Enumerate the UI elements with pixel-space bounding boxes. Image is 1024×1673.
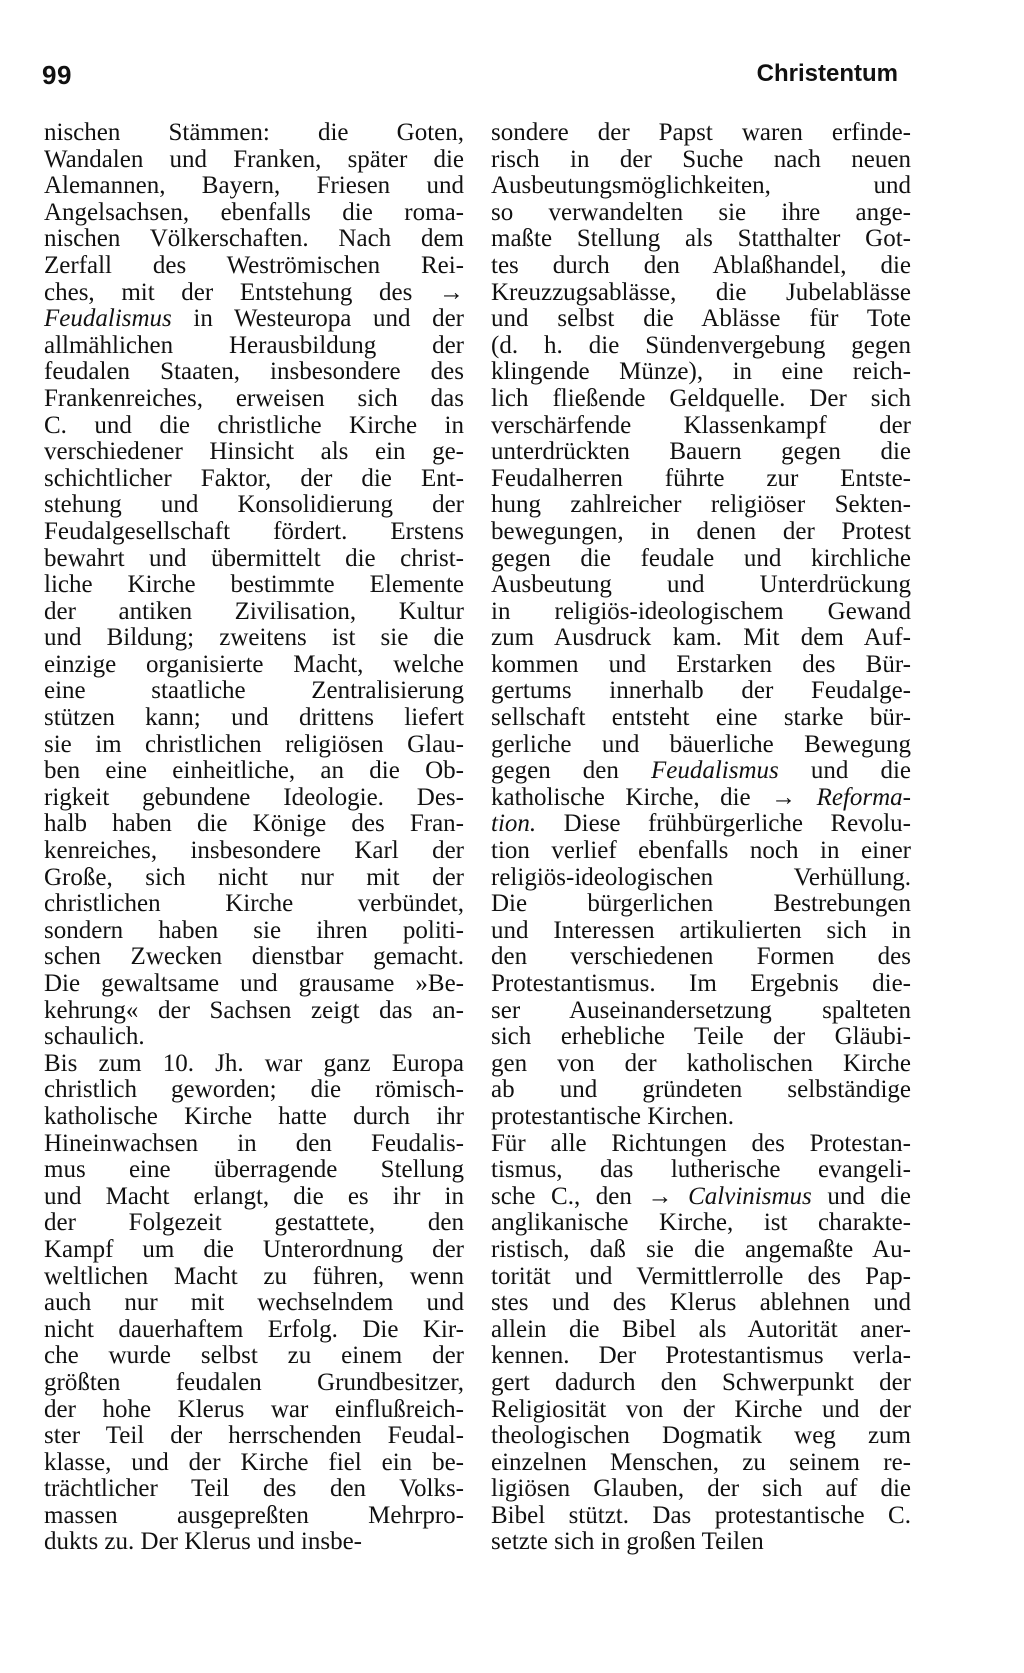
text-line: Die gewaltsame und grausame »Be- [44, 970, 464, 997]
text-line: der antiken Zivilisation, Kultur [44, 597, 464, 625]
text-line: Große, sich nicht nur mit der [44, 863, 464, 891]
text-line: che wurde selbst zu einem der [44, 1342, 464, 1370]
text-line: bewahrt und übermittelt die christ- [44, 544, 464, 572]
text-line: Alemannen, Bayern, Friesen und [44, 172, 464, 200]
text-line: stützen kann; und drittens liefert [44, 704, 464, 732]
text-line: so verwandelten sie ihre ange- [491, 198, 911, 226]
left-column [44, 120, 464, 1556]
text-line: mus eine überragende Stellung [44, 1156, 464, 1184]
text-line: allein die Bibel als Autorität aner- [491, 1315, 911, 1343]
text-line: nicht dauerhaftem Erfolg. Die Kir- [44, 1315, 464, 1343]
text-line: Zerfall des Weströmischen Rei- [44, 251, 464, 279]
text-line: ristisch, daß sie die angemaßte Au- [491, 1235, 911, 1263]
right-column [491, 120, 911, 1556]
text-line: verschiedener Hinsicht als ein ge- [44, 438, 464, 466]
text-line: nischen Stämmen: die Goten, [44, 119, 464, 146]
text-line: sondere der Papst waren erfinde- [491, 119, 911, 146]
text-line: ser Auseinandersetzung spalteten [491, 996, 911, 1024]
text-line: der Folgezeit gestattete, den [44, 1209, 464, 1237]
text-line: schaulich. [44, 1023, 145, 1051]
text-line: sie im christlichen religiösen Glau- [44, 730, 464, 758]
text-line: gertums innerhalb der Feudalge- [491, 677, 911, 705]
text-line: Ausbeutungsmöglichkeiten, und [491, 172, 911, 200]
text-line: halb haben die Könige des Fran- [44, 810, 464, 838]
text-line: Die bürgerlichen Bestrebungen [491, 890, 911, 918]
text-line: lich fließende Geldquelle. Der sich [491, 384, 911, 412]
text-line: sche C., den → Calvinismus und die [491, 1182, 911, 1210]
text-line: maßte Stellung als Statthalter Got- [491, 225, 911, 253]
text-line: ben eine einheitliche, an die Ob- [44, 757, 464, 785]
text-line: christlichen Kirche verbündet, [44, 890, 464, 918]
text-line: und Interessen artikulierten sich in [491, 916, 911, 944]
text-line: verschärfende Klassenkampf der [491, 411, 911, 439]
text-line: kenreiches, insbesondere Karl der [44, 837, 464, 865]
text-line: bewegungen, in denen der Protest [491, 517, 911, 545]
text-line: kommen und Erstarken des Bür- [491, 650, 911, 678]
text-line: ligiösen Glauben, der sich auf die [491, 1475, 911, 1503]
text-line: anglikanische Kirche, ist charakte- [491, 1209, 911, 1237]
text-line: Feudalismus in Westeuropa und der [44, 305, 464, 333]
text-line: größten feudalen Grundbesitzer, [44, 1368, 464, 1396]
text-line: kehrung« der Sachsen zeigt das an- [44, 996, 464, 1024]
text-line: katholische Kirche hatte durch ihr [44, 1102, 464, 1130]
text-line: gerliche und bäuerliche Bewegung [491, 730, 911, 758]
text-line: stehung und Konsolidierung der [44, 491, 464, 519]
text-line: gegen den Feudalismus und die [491, 757, 911, 785]
text-line: Angelsachsen, ebenfalls die roma- [44, 198, 464, 226]
text-line: unterdrückten Bauern gegen die [491, 438, 911, 466]
text-line: der hohe Klerus war einflußreich- [44, 1395, 464, 1423]
text-line: feudalen Staaten, insbesondere des [44, 358, 464, 386]
text-line: allmählichen Herausbildung der [44, 331, 464, 359]
text-line: und selbst die Ablässe für Tote [491, 305, 911, 333]
text-line: sich erhebliche Teile der Gläubi- [491, 1023, 911, 1051]
text-line: nischen Völkerschaften. Nach dem [44, 225, 464, 253]
text-line: tes durch den Ablaßhandel, die [491, 251, 911, 279]
text-line: katholische Kirche, die → Reforma- [491, 783, 911, 811]
text-line: sondern haben sie ihren politi- [44, 916, 464, 944]
text-line: tion verlief ebenfalls noch in einer [491, 837, 911, 865]
text-line: religiös-ideologischen Verhüllung. [491, 863, 911, 891]
text-line: protestantische Kirchen. [491, 1102, 734, 1130]
text-line: und Macht erlangt, die es ihr in [44, 1182, 464, 1210]
text-line: kennen. Der Protestantismus verla- [491, 1342, 911, 1370]
text-line: dukts zu. Der Klerus und insbe- [44, 1528, 362, 1556]
text-line: Ausbeutung und Unterdrückung [491, 571, 911, 599]
text-line: zum Ausdruck kam. Mit dem Auf- [491, 624, 911, 652]
text-line: Kreuzzugsablässe, die Jubelablässe [491, 278, 911, 306]
text-line: Feudalherren führte zur Entste- [491, 464, 911, 492]
text-line: Frankenreiches, erweisen sich das [44, 384, 464, 412]
text-line: Religiosität von der Kirche und der [491, 1395, 911, 1423]
text-line: Bibel stützt. Das protestantische C. [491, 1501, 911, 1529]
text-line: trächtlicher Teil des den Volks- [44, 1475, 464, 1503]
text-line: sellschaft entsteht eine starke bür- [491, 704, 911, 732]
text-line: hung zahlreicher religiöser Sekten- [491, 491, 911, 519]
text-line: ches, mit der Entstehung des → [44, 278, 464, 306]
text-line: in religiös-ideologischem Gewand [491, 597, 911, 625]
text-line: weltlichen Macht zu führen, wenn [44, 1262, 464, 1290]
text-line: ab und gründeten selbständige [491, 1076, 911, 1104]
text-line: einzige organisierte Macht, welche [44, 650, 464, 678]
text-line: christlich geworden; die römisch- [44, 1076, 464, 1104]
text-line: schen Zwecken dienstbar gemacht. [44, 943, 464, 971]
text-line: den verschiedenen Formen des [491, 943, 911, 971]
text-line: Bis zum 10. Jh. war ganz Europa [44, 1049, 464, 1077]
text-line: klingende Münze), in eine reich- [491, 358, 911, 386]
text-line: setzte sich in großen Teilen [491, 1528, 764, 1556]
text-line: gegen die feudale und kirchliche [491, 544, 911, 572]
text-line: schichtlicher Faktor, der die Ent- [44, 464, 464, 492]
text-line: C. und die christliche Kirche in [44, 411, 464, 439]
page-number: 99 [42, 60, 72, 90]
text-line: liche Kirche bestimmte Elemente [44, 571, 464, 599]
running-head: Christentum [756, 60, 898, 87]
text-line: torität und Vermittlerrolle des Pap- [491, 1262, 911, 1290]
text-line: (d. h. die Sündenvergebung gegen [491, 331, 911, 359]
text-line: Wandalen und Franken, später die [44, 145, 464, 173]
text-line: Protestantismus. Im Ergebnis die- [491, 970, 911, 997]
text-line: und Bildung; zweitens ist sie die [44, 624, 464, 652]
text-line: Für alle Richtungen des Protestan- [491, 1129, 911, 1157]
text-line: klasse, und der Kirche fiel ein be- [44, 1448, 464, 1476]
text-line: tismus, das lutherische evangeli- [491, 1156, 911, 1184]
text-line: auch nur mit wechselndem und [44, 1289, 464, 1317]
text-line: ster Teil der herrschenden Feudal- [44, 1422, 464, 1450]
text-line: risch in der Suche nach neuen [491, 145, 911, 173]
text-line: tion. Diese frühbürgerliche Revolu- [491, 810, 911, 838]
text-line: gert dadurch den Schwerpunkt der [491, 1368, 911, 1396]
text-line: massen ausgepreßten Mehrpro- [44, 1501, 464, 1529]
text-line: gen von der katholischen Kirche [491, 1049, 911, 1077]
text-line: Feudalgesellschaft fördert. Erstens [44, 517, 464, 545]
text-line: Kampf um die Unterordnung der [44, 1235, 464, 1263]
text-line: theologischen Dogmatik weg zum [491, 1422, 911, 1450]
text-line: eine staatliche Zentralisierung [44, 677, 464, 705]
text-line: rigkeit gebundene Ideologie. Des- [44, 783, 464, 811]
text-line: einzelnen Menschen, zu seinem re- [491, 1448, 911, 1476]
text-line: stes und des Klerus ablehnen und [491, 1289, 911, 1317]
text-line: Hineinwachsen in den Feudalis- [44, 1129, 464, 1157]
